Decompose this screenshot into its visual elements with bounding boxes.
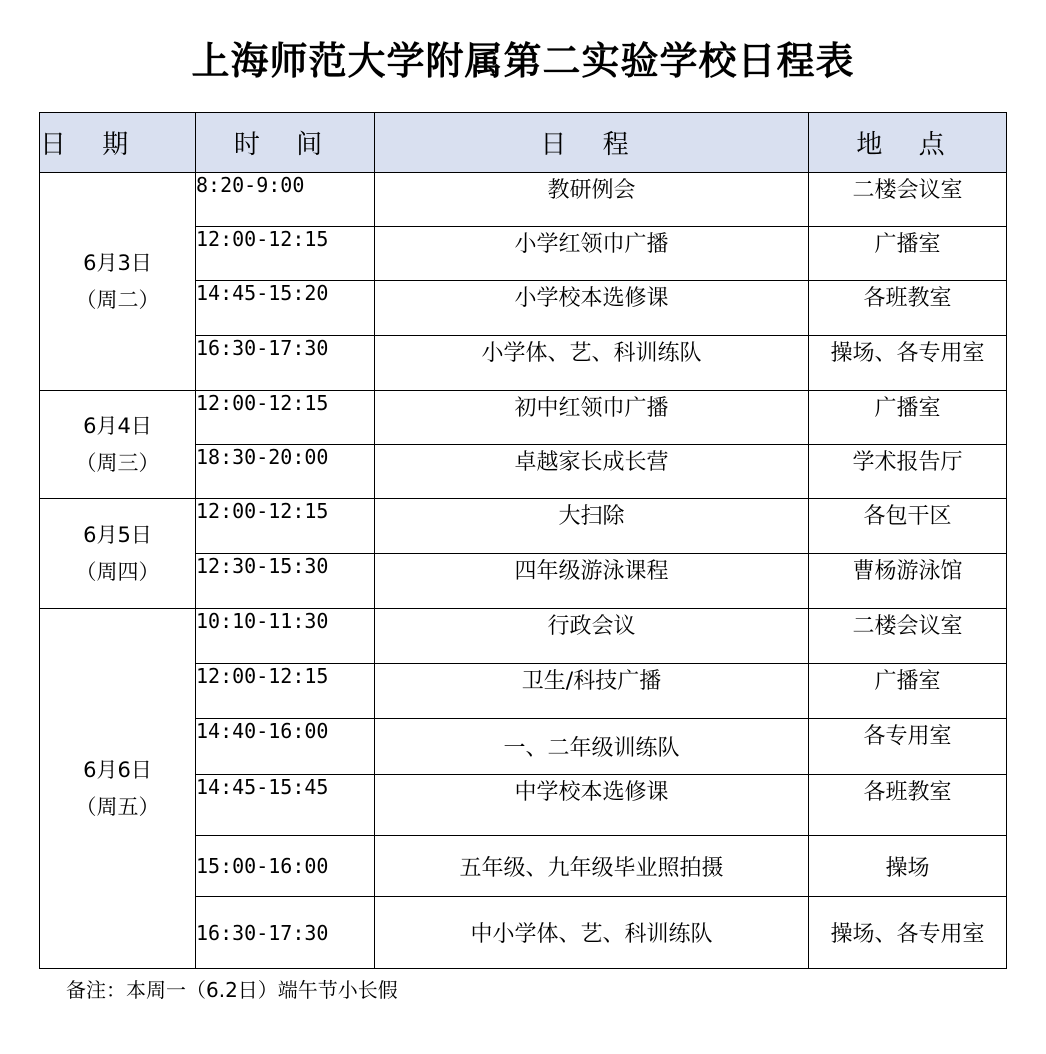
time-cell: 12:00-12:15	[196, 664, 375, 719]
table-row	[40, 609, 1007, 664]
weekday-label: （周三）	[75, 450, 160, 475]
time-cell: 15:00-16:00	[196, 836, 375, 897]
footnote: 备注：本周一（6.2日）端午节小长假	[66, 978, 398, 1002]
header-row	[40, 113, 1007, 173]
header-event: 日 程	[375, 113, 809, 173]
table-row	[40, 173, 1007, 227]
header-time: 时 间	[196, 113, 375, 173]
event-cell: 卓越家长成长营	[375, 445, 809, 499]
place-cell: 操场、各专用室	[809, 897, 1007, 969]
date-label: 6月5日	[83, 522, 152, 547]
event-cell: 五年级、九年级毕业照拍摄	[375, 836, 809, 897]
header-date: 日 期	[40, 113, 196, 173]
page-title: 上海师范大学附属第二实验学校日程表	[191, 39, 855, 83]
place-cell: 广播室	[809, 391, 1007, 445]
event-cell: 教研例会	[375, 173, 809, 227]
date-cell	[40, 499, 196, 609]
event-cell: 行政会议	[375, 609, 809, 664]
place-cell: 广播室	[809, 227, 1007, 281]
table-row	[40, 499, 1007, 554]
time-cell: 14:45-15:20	[196, 281, 375, 336]
date-label: 6月6日	[83, 757, 152, 782]
place-cell: 二楼会议室	[809, 173, 1007, 227]
time-cell: 8:20-9:00	[196, 173, 375, 227]
event-cell: 卫生/科技广播	[375, 664, 809, 719]
place-cell: 各班教室	[809, 775, 1007, 836]
time-cell: 12:30-15:30	[196, 554, 375, 609]
time-cell: 14:45-15:45	[196, 775, 375, 836]
place-cell: 操场	[809, 836, 1007, 897]
time-cell: 12:00-12:15	[196, 499, 375, 554]
event-cell: 中小学体、艺、科训练队	[375, 897, 809, 969]
time-cell: 14:40-16:00	[196, 719, 375, 775]
header-place: 地 点	[809, 113, 1007, 173]
schedule-table	[39, 112, 1007, 969]
weekday-label: （周四）	[75, 559, 160, 584]
time-cell: 16:30-17:30	[196, 336, 375, 391]
table-row	[40, 391, 1007, 445]
date-cell	[40, 173, 196, 391]
time-cell: 18:30-20:00	[196, 445, 375, 499]
time-cell: 10:10-11:30	[196, 609, 375, 664]
event-cell: 中学校本选修课	[375, 775, 809, 836]
time-cell: 12:00-12:15	[196, 391, 375, 445]
place-cell: 学术报告厅	[809, 445, 1007, 499]
time-cell: 16:30-17:30	[196, 897, 375, 969]
date-label: 6月3日	[83, 250, 152, 275]
date-label: 6月4日	[83, 413, 152, 438]
event-cell: 初中红领巾广播	[375, 391, 809, 445]
place-cell: 各包干区	[809, 499, 1007, 554]
event-cell: 四年级游泳课程	[375, 554, 809, 609]
date-cell	[40, 609, 196, 969]
time-cell: 12:00-12:15	[196, 227, 375, 281]
place-cell: 操场、各专用室	[809, 336, 1007, 391]
event-cell: 小学红领巾广播	[375, 227, 809, 281]
place-cell: 二楼会议室	[809, 609, 1007, 664]
place-cell: 各班教室	[809, 281, 1007, 336]
place-cell: 曹杨游泳馆	[809, 554, 1007, 609]
place-cell: 广播室	[809, 664, 1007, 719]
weekday-label: （周五）	[75, 794, 160, 819]
place-cell: 各专用室	[809, 719, 1007, 775]
event-cell: 小学体、艺、科训练队	[375, 336, 809, 391]
event-cell: 大扫除	[375, 499, 809, 554]
event-cell: 小学校本选修课	[375, 281, 809, 336]
date-cell	[40, 391, 196, 499]
weekday-label: （周二）	[75, 287, 160, 312]
event-cell: 一、二年级训练队	[375, 719, 809, 775]
